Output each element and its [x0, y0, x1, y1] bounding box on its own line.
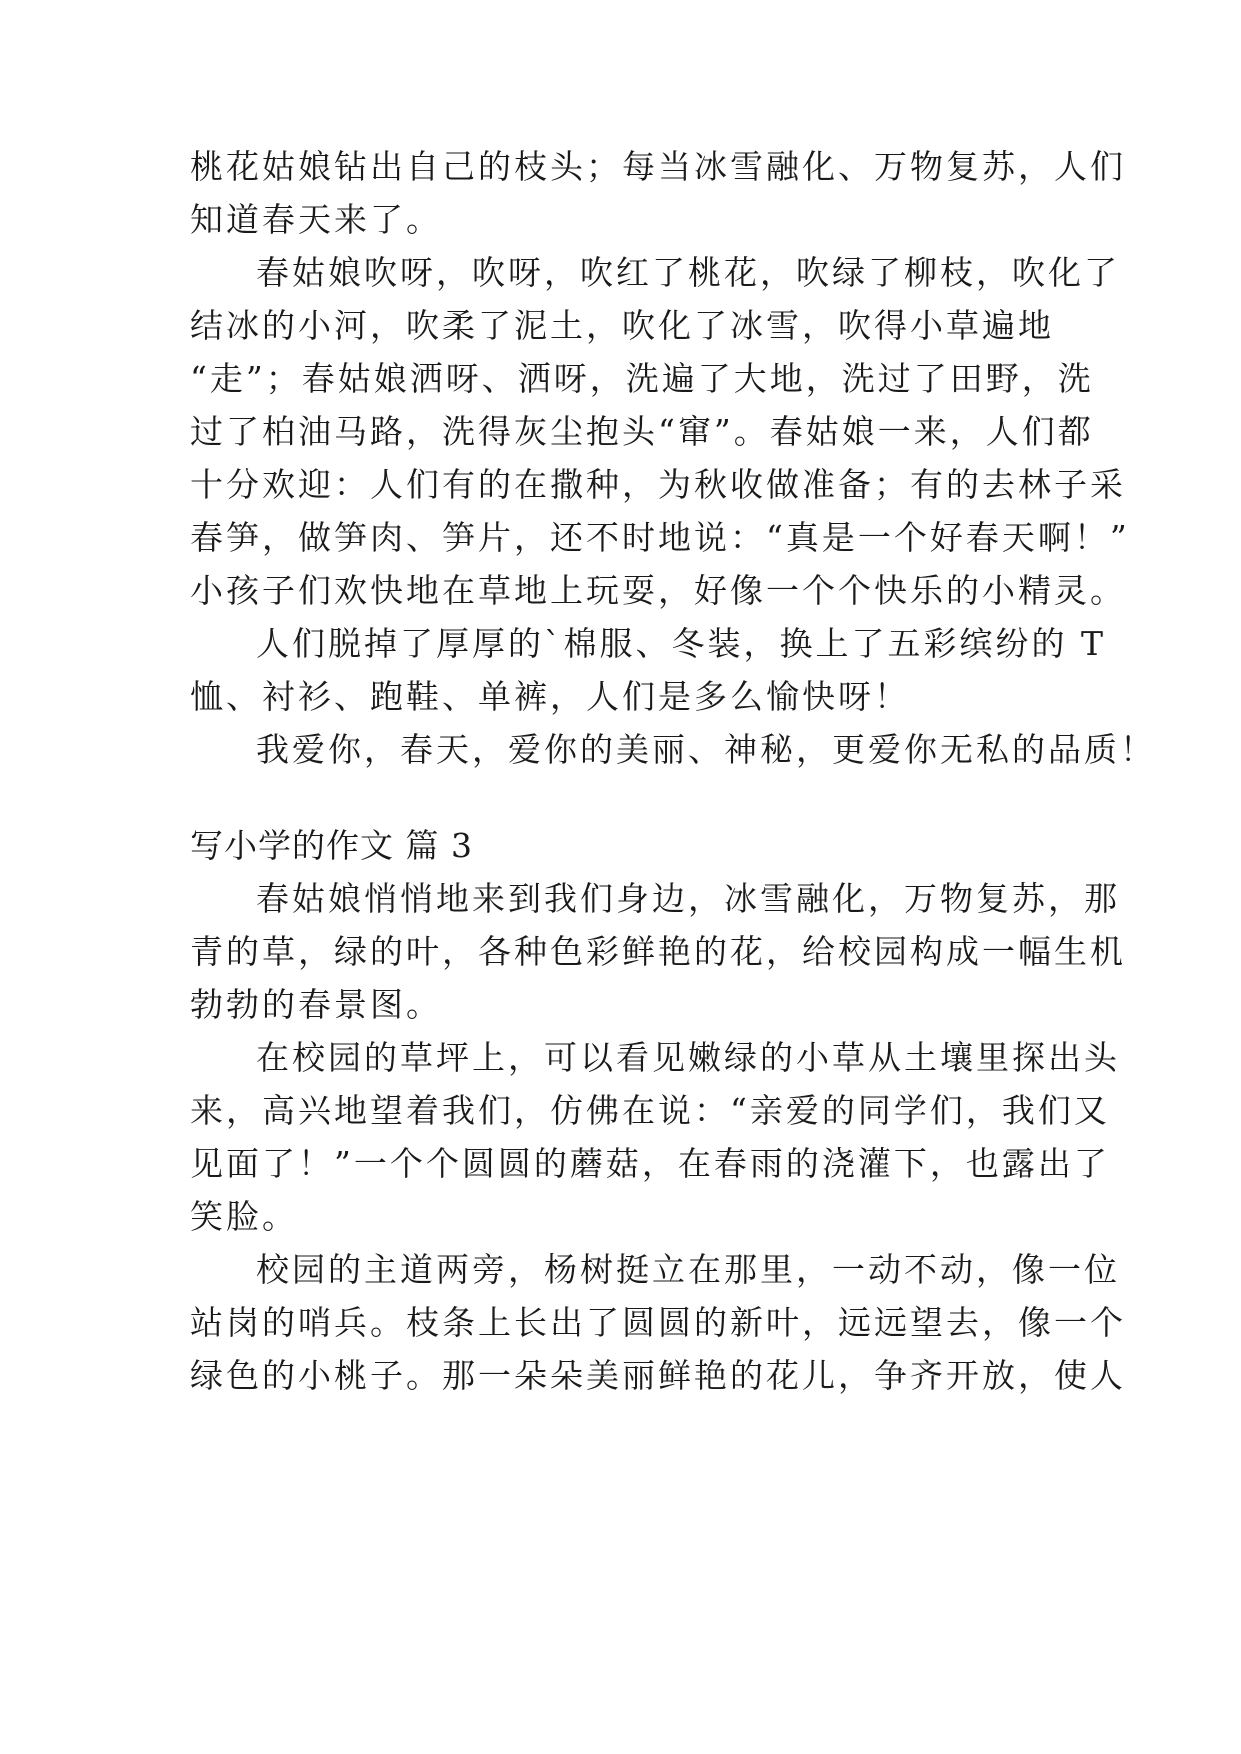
- text-line: 绿色的小桃子。那一朵朵美丽鲜艳的花儿，争齐开放，使人: [190, 1356, 1126, 1395]
- paragraph-start-line: 我爱你，春天，爱你的美丽、神秘，更爱你无私的品质！: [256, 730, 1156, 769]
- text-line: 桃花姑娘钻出自己的枝头；每当冰雪融化、万物复苏，人们: [190, 147, 1126, 186]
- paragraph-start-line: 春姑娘悄悄地来到我们身边，冰雪融化，万物复苏，那: [256, 879, 1120, 918]
- text-line: 恤、衬衫、跑鞋、单裤，人们是多么愉快呀！: [190, 677, 910, 716]
- paragraph-start-line: 春姑娘吹呀，吹呀，吹红了桃花，吹绿了柳枝，吹化了: [256, 253, 1120, 292]
- text-line: 来，高兴地望着我们，仿佛在说：“亲爱的同学们，我们又: [190, 1091, 1110, 1130]
- text-line: 笑脸。: [190, 1197, 298, 1236]
- paragraph-start-line: 校园的主道两旁，杨树挺立在那里，一动不动，像一位: [256, 1250, 1120, 1289]
- text-line: 知道春天来了。: [190, 200, 442, 239]
- text-line: “走”；春姑娘洒呀、洒呀，洗遍了大地，洗过了田野，洗: [190, 359, 1094, 398]
- text-line: 青的草，绿的叶，各种色彩鲜艳的花，给校园构成一幅生机: [190, 932, 1126, 971]
- text-line: 见面了！”一个个圆圆的蘑菇，在春雨的浇灌下，也露出了: [190, 1144, 1110, 1183]
- text-line: 站岗的哨兵。枝条上长出了圆圆的新叶，远远望去，像一个: [190, 1303, 1126, 1342]
- text-line: 勃勃的春景图。: [190, 985, 442, 1024]
- section-heading: 写小学的作文 篇 3: [190, 826, 473, 865]
- text-line: 结冰的小河，吹柔了泥土，吹化了冰雪，吹得小草遍地: [190, 306, 1054, 345]
- paragraph-start-line: 在校园的草坪上，可以看见嫩绿的小草从土壤里探出头: [256, 1038, 1120, 1077]
- text-line: 春笋，做笋肉、笋片，还不时地说：“真是一个好春天啊！”: [190, 518, 1130, 557]
- paragraph-start-line: 人们脱掉了厚厚的`棉服、冬装，换上了五彩缤纷的 T: [256, 624, 1107, 663]
- text-line: 十分欢迎：人们有的在撒种，为秋收做准备；有的去林子采: [190, 465, 1126, 504]
- text-line: 小孩子们欢快地在草地上玩耍，好像一个个快乐的小精灵。: [190, 571, 1126, 610]
- text-line: 过了柏油马路，洗得灰尘抱头“窜”。春姑娘一来，人们都: [190, 412, 1094, 451]
